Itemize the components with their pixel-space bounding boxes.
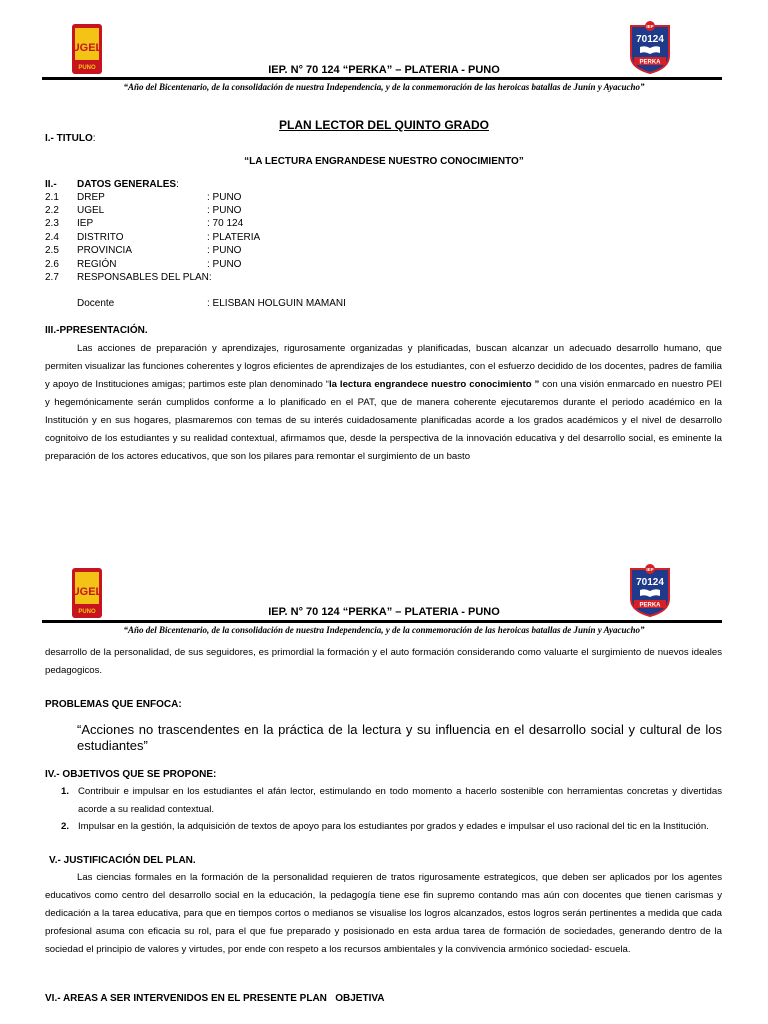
school-title: IEP. N° 70 124 “PERKA” – PLATERIA - PUNO [268,606,500,618]
datos-row-label: RESPONSABLES DEL PLAN: [77,272,212,283]
school-title: IEP. N° 70 124 “PERKA” – PLATERIA - PUNO [268,64,500,76]
svg-text:PUNO: PUNO [78,609,96,615]
header-divider [42,620,722,623]
titulo-label: I.- TITULO [45,133,93,144]
datos-row-label: PROVINCIA [77,245,133,256]
datos-row-label: IEP [77,218,94,229]
year-motto: “Año del Bicentenario, de la consolidación de nuestra Independencia, y de la conmemoración de las heroicas batallas de Junín y Ayacucho” [123,82,645,92]
year-motto: “Año del Bicentenario, de la consolidación de nuestra Independencia, y de la conmemoración de las heroicas batallas de Junín y Ayacucho” [123,625,645,635]
datos-label-wrap [77,179,179,190]
svg-text:IEP: IEP [646,24,654,29]
objetivos-heading: IV.- OBJETIVOS QUE SE PROPONE: [45,769,217,780]
datos-row-label: REGIÓN [77,259,117,270]
problemas-text: “Acciones no trascendentes en la práctica de la lectura y su influencia en el desarrollo social y cultural de los estudiantes” [77,722,722,753]
justificacion-text: Las ciencias formales en la formación de la personalidad requieren de tratos rigurosamente estrategicos, que deben ser aplicados por los agentes educativos como centro del desarrollo social en la educación, la pedagogía tiene ese fin supremo contando mas aún con docentes que tienen carismas y dedicación a la tarea educativa, para que en tiempos cortos o medianos se visualise los logros alcanzados, estos logros serán pertinentes a medida que cada profesional asuma con eficacia su rol, para el que fue preparado y posisionado en esta ardua tarea de formación de sociedades, generando dentro de la sociedad el principio de valores y virtudes, por ende con respeto a los recursos ambientales y la convivencia armónico sociedad- escuela. [45,872,722,955]
list-item-number: 2. [61,821,70,832]
datos-row-value: : PLATERIA [207,232,261,243]
datos-row-num: 2.4 [45,232,59,243]
justificacion-heading: V.- JUSTIFICACIÓN DEL PLAN. [49,855,196,866]
svg-text:70124: 70124 [636,577,664,588]
continuation-paragraph: desarrollo de la personalidad, de sus seguidores, es primordial la formación y el auto formación considerando como valuarte el surgimiento de nuevos ideales pedagogicos. [45,647,722,676]
datos-row-num: 2.6 [45,259,59,270]
presentacion-text-1: Las acciones de preparación y aprendizajes, rigurosamente organizadas y planificadas, buscan alcanzar un adecuado desarrollo humano, que permiten visualizar las funciones coherentes y logros eficientes de aprendizajes de los estudiantes, con el esfuerzo decidido de los docentes, padres de familia y apoyo de Instituciones amigas; partimos este plan denominado “ [45,343,722,390]
datos-colon: : [176,179,179,190]
datos-row-num: 2.2 [45,205,59,216]
svg-text:PERKA: PERKA [639,602,661,609]
datos-row-value: : PUNO [207,245,242,256]
svg-text:PERKA: PERKA [639,59,661,66]
datos-row-label: UGEL [77,205,105,216]
datos-num: II.- [45,179,57,190]
presentacion-paragraph [45,340,722,466]
plan-title: PLAN LECTOR DEL QUINTO GRADO [278,118,489,132]
svg-text:IEP: IEP [646,567,654,572]
presentacion-heading: III.-PPRESENTACIÓN. [45,325,148,336]
datos-row-num: 2.1 [45,192,59,203]
datos-row-label: DREP [77,192,105,203]
presentacion-text-2: con una visión enmarcado en nuestro PEI y hegemónicamente serán cumplidos conforme a lo planificado en el PAT, que de manera coherente ejecutaremos durante el periodo académico en la Institución y en sus hogares, plasmaremos con temas de su interés cuidadosamente planificadas acorde a los grados académicos y el nivel de desarrollo cognitoivo de los estudiantes y su realidad contextual, afirmamos que, desde la perspectiva de la innovación educativa y del desarrollo social, es eminente la preparación de los actores educativos, que son los pilares para remontar el surgimiento de un basto [45,379,722,462]
datos-row-label: DISTRITO [77,232,124,243]
svg-text:UGEL: UGEL [72,586,102,598]
datos-row-num: 2.7 [45,272,59,283]
presentacion-text-bold: la lectura engrandece nuestro conocimiento ” [329,379,540,390]
svg-text:PUNO: PUNO [78,65,96,71]
list-item-text: Impulsar en la gestión, la adquisición de textos de apoyo para los estudiantes por grados y edades e impulsar el uso racional del tic en la Institución. [78,821,709,832]
areas-heading: VI.- AREAS A SER INTERVENIDOS EN EL PRESENTE PLAN OBJETIVA [45,993,385,1004]
datos-row-value: : PUNO [207,192,242,203]
titulo-text: “LA LECTURA ENGRANDESE NUESTRO CONOCIMIENTO” [244,156,524,167]
svg-text:70124: 70124 [636,34,664,45]
datos-row-value: : 70 124 [207,218,244,229]
problemas-heading: PROBLEMAS QUE ENFOCA: [45,699,182,710]
titulo-heading [45,133,96,144]
header-divider [42,77,722,80]
docente-label: Docente [77,298,115,309]
datos-row-num: 2.5 [45,245,59,256]
justificacion-paragraph [45,869,722,959]
list-item-text: Contribuir e impulsar en los estudiantes el afán lector, estimulando en todo momento a hacerlo sostenible con herramientas concretas y divertidas acorde a su realidad contextual. [78,786,722,815]
datos-row-value: : PUNO [207,205,242,216]
datos-row-value: : PUNO [207,259,242,270]
list-item-number: 1. [61,786,70,797]
docente-value: : ELISBAN HOLGUIN MAMANI [207,298,346,309]
svg-text:UGEL: UGEL [72,42,102,54]
datos-label: DATOS GENERALES [77,179,177,190]
titulo-colon: : [92,133,96,144]
datos-row-num: 2.3 [45,218,59,229]
